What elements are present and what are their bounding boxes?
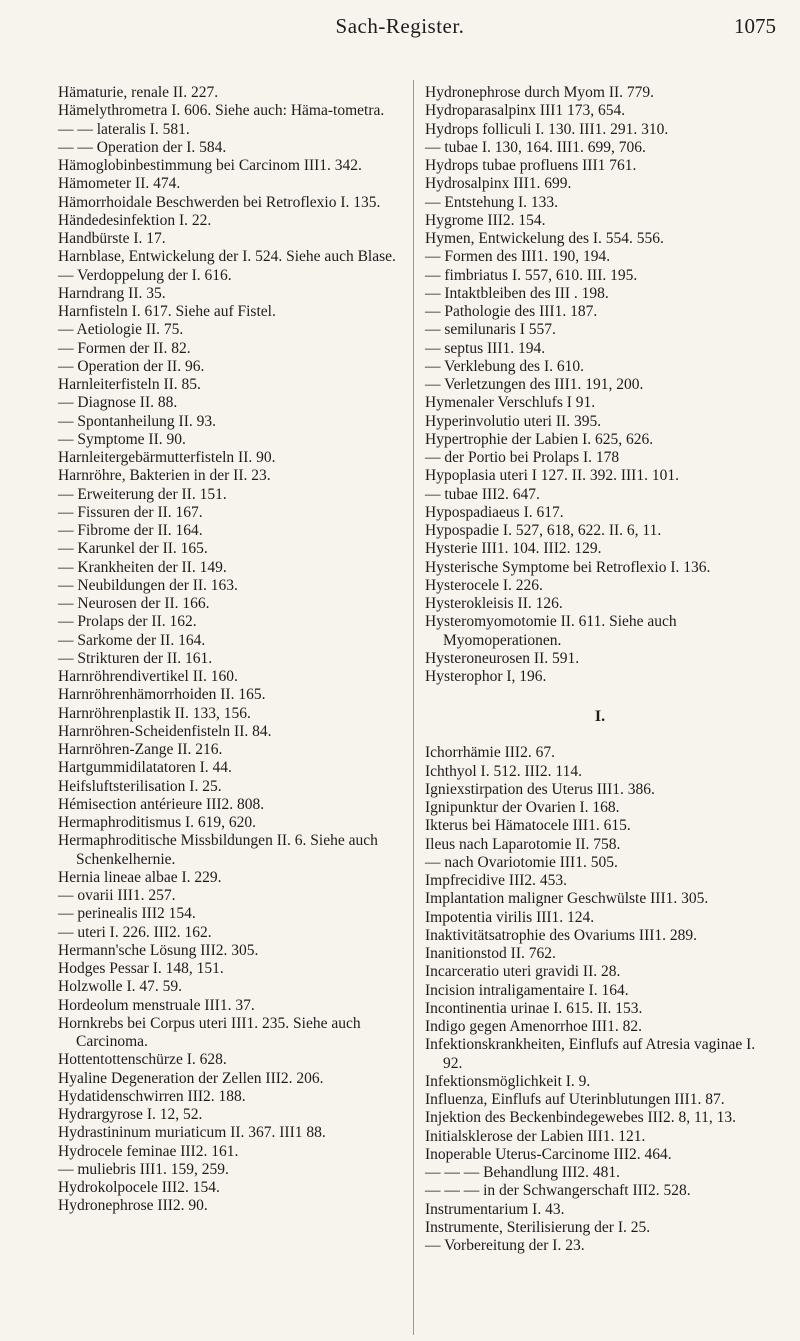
index-entry: Hydrokolpocele III2. 154. [58, 1179, 220, 1196]
index-entry: Hottentottenschürze I. 628. [58, 1051, 227, 1069]
index-entry: Hermaphroditismus I. 619, 620. [58, 814, 257, 831]
index-entry: Hysterophor I, 196. [425, 668, 547, 685]
index-entry: Hypertrophie der Labien I. 625, 626. [425, 430, 654, 448]
index-entry: Harnröhre, Bakterien in der II. 23. [58, 467, 271, 485]
index-entry: Hernia lineae albae I. 229. [58, 868, 222, 886]
index-entry: Instrumente, Sterilisierung der I. 25. [425, 1218, 651, 1236]
index-entry: Hartgummidilatatoren I. 44. [58, 759, 232, 777]
index-entry: Hydroparasalpinx III1 173, 654. [425, 102, 626, 120]
index-entry: Incontinentia urinae I. 615. II. 153. [425, 999, 643, 1017]
index-entry: Hydatidenschwirren III2. 188. [58, 1087, 246, 1105]
index-entry: Hydrargyrose I. 12, 52. [58, 1106, 203, 1123]
index-entry: Igniexstirpation des Uterus III1. 386. [425, 780, 655, 798]
index-entry: Harnblase, Entwickelung der I. 524. Siehe auch Blase. [58, 248, 396, 266]
index-entry: Harnleitergebärmutterfisteln II. 90. [58, 449, 276, 466]
index-entry: Hysterokleisis II. 126. [425, 595, 563, 612]
index-entry: — septus III1. 194. [425, 339, 546, 357]
index-entry: Harnröhrenhämorrhoiden II. 165. [58, 686, 266, 704]
index-entry: Hysterocele I. 226. [425, 576, 543, 594]
index-entry: — — Operation der I. 584. [58, 138, 227, 156]
index-entry: — Spontanheilung II. 93. [58, 412, 216, 430]
index-entry: — — — Behandlung III2. 481. [425, 1164, 621, 1181]
index-entry: — Krankheiten der II. 149. [58, 558, 227, 576]
index-entry: Initialsklerose der Labien III1. 121. [425, 1127, 646, 1145]
index-entry: — Sarkome der II. 164. [58, 631, 206, 649]
index-entry: Handbürste I. 17. [58, 230, 166, 247]
column-divider [413, 80, 414, 1335]
index-entry: — Karunkel der II. 165. [58, 540, 208, 558]
index-entry: — Erweiterung der II. 151. [58, 485, 227, 503]
page-header [0, 14, 800, 44]
index-entry: Hodges Pessar I. 148, 151. [58, 960, 224, 977]
running-title: Sach-Register. [335, 14, 465, 38]
index-entry: Infektionsmöglichkeit I. 9. [425, 1072, 591, 1090]
index-entry: — Fissuren der II. 167. [58, 503, 203, 521]
index-entry: — Intaktbleiben des III . 198. [425, 284, 609, 302]
index-section-h [425, 84, 775, 686]
index-entry: Impfrecidive III2. 453. [425, 872, 568, 889]
index-entry: Hämorrhoidale Beschwerden bei Retroflexio I. 135. [58, 193, 381, 211]
index-entry: Hämoglobinbestimmung bei Carcinom III1. 342. [58, 157, 362, 174]
index-entry: — Prolaps der II. 162. [58, 613, 197, 631]
index-entry: — ovarii III1. 257. [58, 887, 176, 904]
index-entry: Hysteromyomotomie II. 611. Siehe auch Myomoperationen. [425, 613, 677, 649]
index-entry: Hermann'sche Lösung III2. 305. [58, 941, 259, 959]
index-entry: — Pathologie des III1. 187. [425, 303, 598, 320]
index-entry: — semilunaris I 557. [425, 321, 556, 339]
index-entry: — tubae III2. 647. [425, 485, 540, 503]
index-entry: — Formen des III1. 190, 194. [425, 248, 611, 266]
index-entry: Hämelythrometra I. 606. Siehe auch: Häma-tometra. [58, 102, 385, 120]
index-entry: — Strikturen der II. 161. [58, 649, 213, 667]
index-entry: Ileus nach Laparotomie II. 758. [425, 835, 621, 853]
index-entry: — perinealis III2 154. [58, 905, 196, 923]
index-entry: Ichthyol I. 512. III2. 114. [425, 762, 582, 780]
index-entry: Incision intraligamentaire I. 164. [425, 981, 629, 999]
index-entry: Incarceratio uteri gravidi II. 28. [425, 963, 621, 981]
index-entry: Hydrocele feminae III2. 161. [58, 1142, 239, 1160]
index-entry: — Diagnose II. 88. [58, 394, 178, 412]
index-entry: Hypospadie I. 527, 618, 622. II. 6, 11. [425, 522, 662, 539]
index-entry: — nach Ovariotomie III1. 505. [425, 853, 618, 871]
index-entry: — Verdoppelung der I. 616. [58, 266, 232, 284]
index-entry: Inoperable Uterus-Carcinome III2. 464. [425, 1145, 672, 1163]
index-entry: Harnröhrendivertikel II. 160. [58, 668, 238, 685]
index-entry: — muliebris III1. 159, 259. [58, 1160, 229, 1178]
index-entry: Hämaturie, renale II. 227. [58, 84, 219, 101]
index-entry: Indigo gegen Amenorrhoe III1. 82. [425, 1018, 642, 1035]
index-entry: Hypoplasia uteri I 127. II. 392. III1. 101. [425, 467, 679, 485]
index-entry: Hydrops folliculi I. 130. III1. 291. 310. [425, 120, 669, 138]
index-entry: Hydrastininum muriaticum II. 367. III1 88. [58, 1124, 326, 1142]
index-entry: Hypospadiaeus I. 617. [425, 503, 564, 521]
index-entry: Holzwolle I. 47. 59. [58, 978, 182, 996]
index-entry: — Vorbereitung der I. 23. [425, 1237, 585, 1254]
index-entry: Hyaline Degeneration der Zellen III2. 206. [58, 1069, 324, 1087]
index-entry: Hymen, Entwickelung des I. 554. 556. [425, 230, 664, 247]
index-entry: — Verletzungen des III1. 191, 200. [425, 376, 644, 393]
index-entry: Harnröhrenplastik II. 133, 156. [58, 704, 251, 722]
index-entry: Hordeolum menstruale III1. 37. [58, 996, 255, 1014]
index-entry: Hydrops tubae profluens III1 761. [425, 157, 637, 174]
index-entry: Harnfisteln I. 617. Siehe auf Fistel. [58, 303, 276, 320]
index-entry: Hydronephrose durch Myom II. 779. [425, 84, 655, 101]
index-entry: — Formen der II. 82. [58, 339, 191, 357]
index-entry: Hämometer II. 474. [58, 175, 181, 193]
index-entry: Händedesinfektion I. 22. [58, 211, 212, 229]
index-entry: Hymenaler Verschlufs I 91. [425, 394, 596, 412]
index-entry: Hyperinvolutio uteri II. 395. [425, 412, 602, 430]
index-entry: Hysterische Symptome bei Retroflexio I. 136. [425, 558, 711, 576]
index-entry: Hygrome III2. 154. [425, 211, 546, 229]
index-entry: Hémisection antérieure III2. 808. [58, 795, 265, 813]
index-section-i [425, 744, 775, 1255]
index-entry: Impotentia virilis III1. 124. [425, 908, 595, 926]
index-entry: Inanitionstod II. 762. [425, 945, 556, 962]
index-entry: Harnröhren-Scheidenfisteln II. 84. [58, 722, 272, 740]
index-entry: Heifsluftsterilisation I. 25. [58, 777, 222, 795]
index-entry: Hermaphroditische Missbildungen II. 6. Siehe auch Schenkelhernie. [58, 832, 378, 868]
index-column-left [58, 84, 403, 1216]
index-entry: Ichorrhämie III2. 67. [425, 744, 555, 762]
index-entry: — Entstehung I. 133. [425, 193, 559, 211]
index-entry: Harndrang II. 35. [58, 284, 166, 302]
index-entry: Hydronephrose III2. 90. [58, 1197, 208, 1215]
index-entry: — fimbriatus I. 557, 610. III. 195. [425, 266, 638, 284]
index-entry: Infektionskrankheiten, Einflufs auf Atresia vaginae I. 92. [425, 1036, 756, 1072]
index-entry: — Fibrome der II. 164. [58, 522, 203, 539]
index-entry: — Neurosen der II. 166. [58, 595, 210, 612]
index-entry: Hydrosalpinx III1. 699. [425, 175, 572, 193]
page-number: 1075 [734, 14, 776, 38]
index-entry: Inaktivitätsatrophie des Ovariums III1. 289. [425, 926, 698, 944]
index-entry: — tubae I. 130, 164. III1. 699, 706. [425, 138, 646, 156]
index-entry: Influenza, Einflufs auf Uterinblutungen III1. 87. [425, 1091, 725, 1108]
index-entry: Ikterus bei Hämatocele III1. 615. [425, 817, 631, 835]
index-entry: Implantation maligner Geschwülste III1. 305. [425, 890, 709, 908]
index-entry: — Verklebung des I. 610. [425, 357, 584, 375]
index-entry: Injektion des Beckenbindegewebes III2. 8, 11, 13. [425, 1109, 737, 1127]
index-entry: — Neubildungen der II. 163. [58, 576, 238, 594]
index-entry: — Operation der II. 96. [58, 357, 205, 375]
index-column-right [425, 84, 775, 1255]
index-entry: Hysterie III1. 104. III2. 129. [425, 540, 602, 558]
index-entry: Hornkrebs bei Corpus uteri III1. 235. Siehe auch Carcinoma. [58, 1014, 361, 1050]
index-entry: Harnröhren-Zange II. 216. [58, 741, 223, 758]
index-entry: Hysteroneurosen II. 591. [425, 649, 580, 667]
index-entry: Ignipunktur der Ovarien I. 168. [425, 799, 620, 816]
index-entry: — — lateralis I. 581. [58, 120, 190, 138]
index-entry: — Aetiologie II. 75. [58, 321, 184, 339]
index-entry: — der Portio bei Prolaps I. 178 [425, 449, 620, 466]
index-entry: — uteri I. 226. III2. 162. [58, 923, 212, 941]
index-entry: Harnleiterfisteln II. 85. [58, 376, 201, 393]
section-heading-i: I. [594, 708, 606, 726]
index-entry: — Symptome II. 90. [58, 430, 186, 448]
index-entry: Instrumentarium I. 43. [425, 1200, 565, 1218]
index-entry: — — — in der Schwangerschaft III2. 528. [425, 1182, 691, 1200]
